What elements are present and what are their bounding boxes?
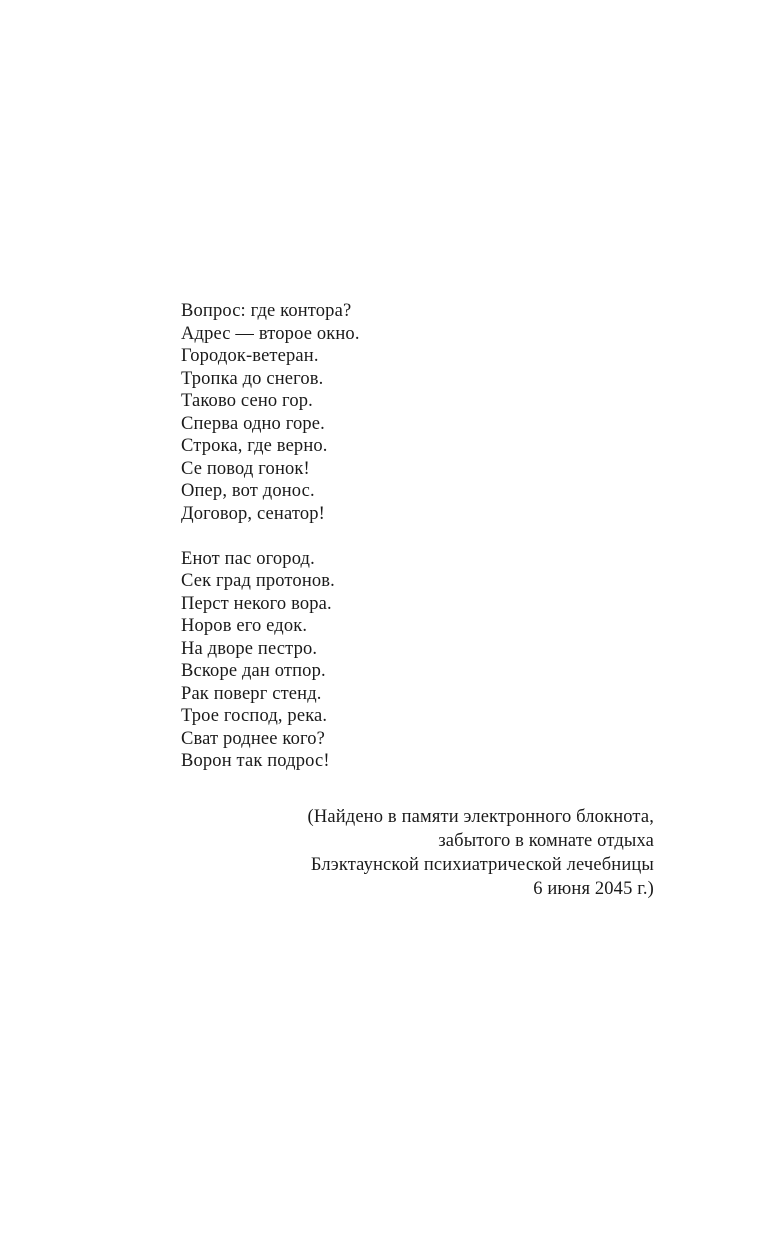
poem-line: Сек град протонов. — [181, 571, 335, 591]
poem-line: Договор, сенатор! — [181, 503, 325, 524]
poem-line: Вскоре дан отпор. — [181, 661, 326, 681]
poem — [181, 300, 601, 773]
poem-line: Адрес — второе окно. — [181, 323, 360, 344]
poem-line: Тропка до снегов. — [181, 368, 324, 389]
poem-line: Сват роднее кого? — [181, 728, 326, 749]
poem-line: Строка, где верно. — [181, 436, 328, 456]
poem-line: Сперва одно горе. — [181, 413, 325, 434]
poem-line: Енот пас огород. — [181, 548, 315, 569]
poem-line: На дворе пестро. — [181, 638, 318, 659]
note-line: 6 июня 2045 г.) — [533, 879, 654, 899]
stanza-1 — [181, 300, 601, 525]
poem-line: Ворон так подрос! — [181, 751, 330, 771]
poem-line: Норов его едок. — [181, 616, 308, 636]
note-line: (Найдено в памяти электронного блокнота, — [307, 807, 654, 827]
stanza-2 — [181, 548, 601, 773]
source-note — [308, 805, 654, 901]
poem-line: Городок-ветеран. — [181, 346, 319, 366]
note-line: забытого в комнате отдыха — [438, 831, 654, 851]
poem-line: Таково сено гор. — [181, 391, 313, 411]
poem-line: Вопрос: где контора? — [181, 301, 352, 321]
note-line: Блэктаунской психиатрической лечебницы — [310, 855, 654, 875]
poem-line: Рак поверг стенд. — [181, 683, 322, 704]
poem-line: Опер, вот донос. — [181, 481, 315, 501]
poem-line: Перст некого вора. — [181, 593, 332, 614]
poem-line: Се повод гонок! — [181, 458, 310, 479]
poem-line: Трое господ, река. — [181, 706, 328, 726]
